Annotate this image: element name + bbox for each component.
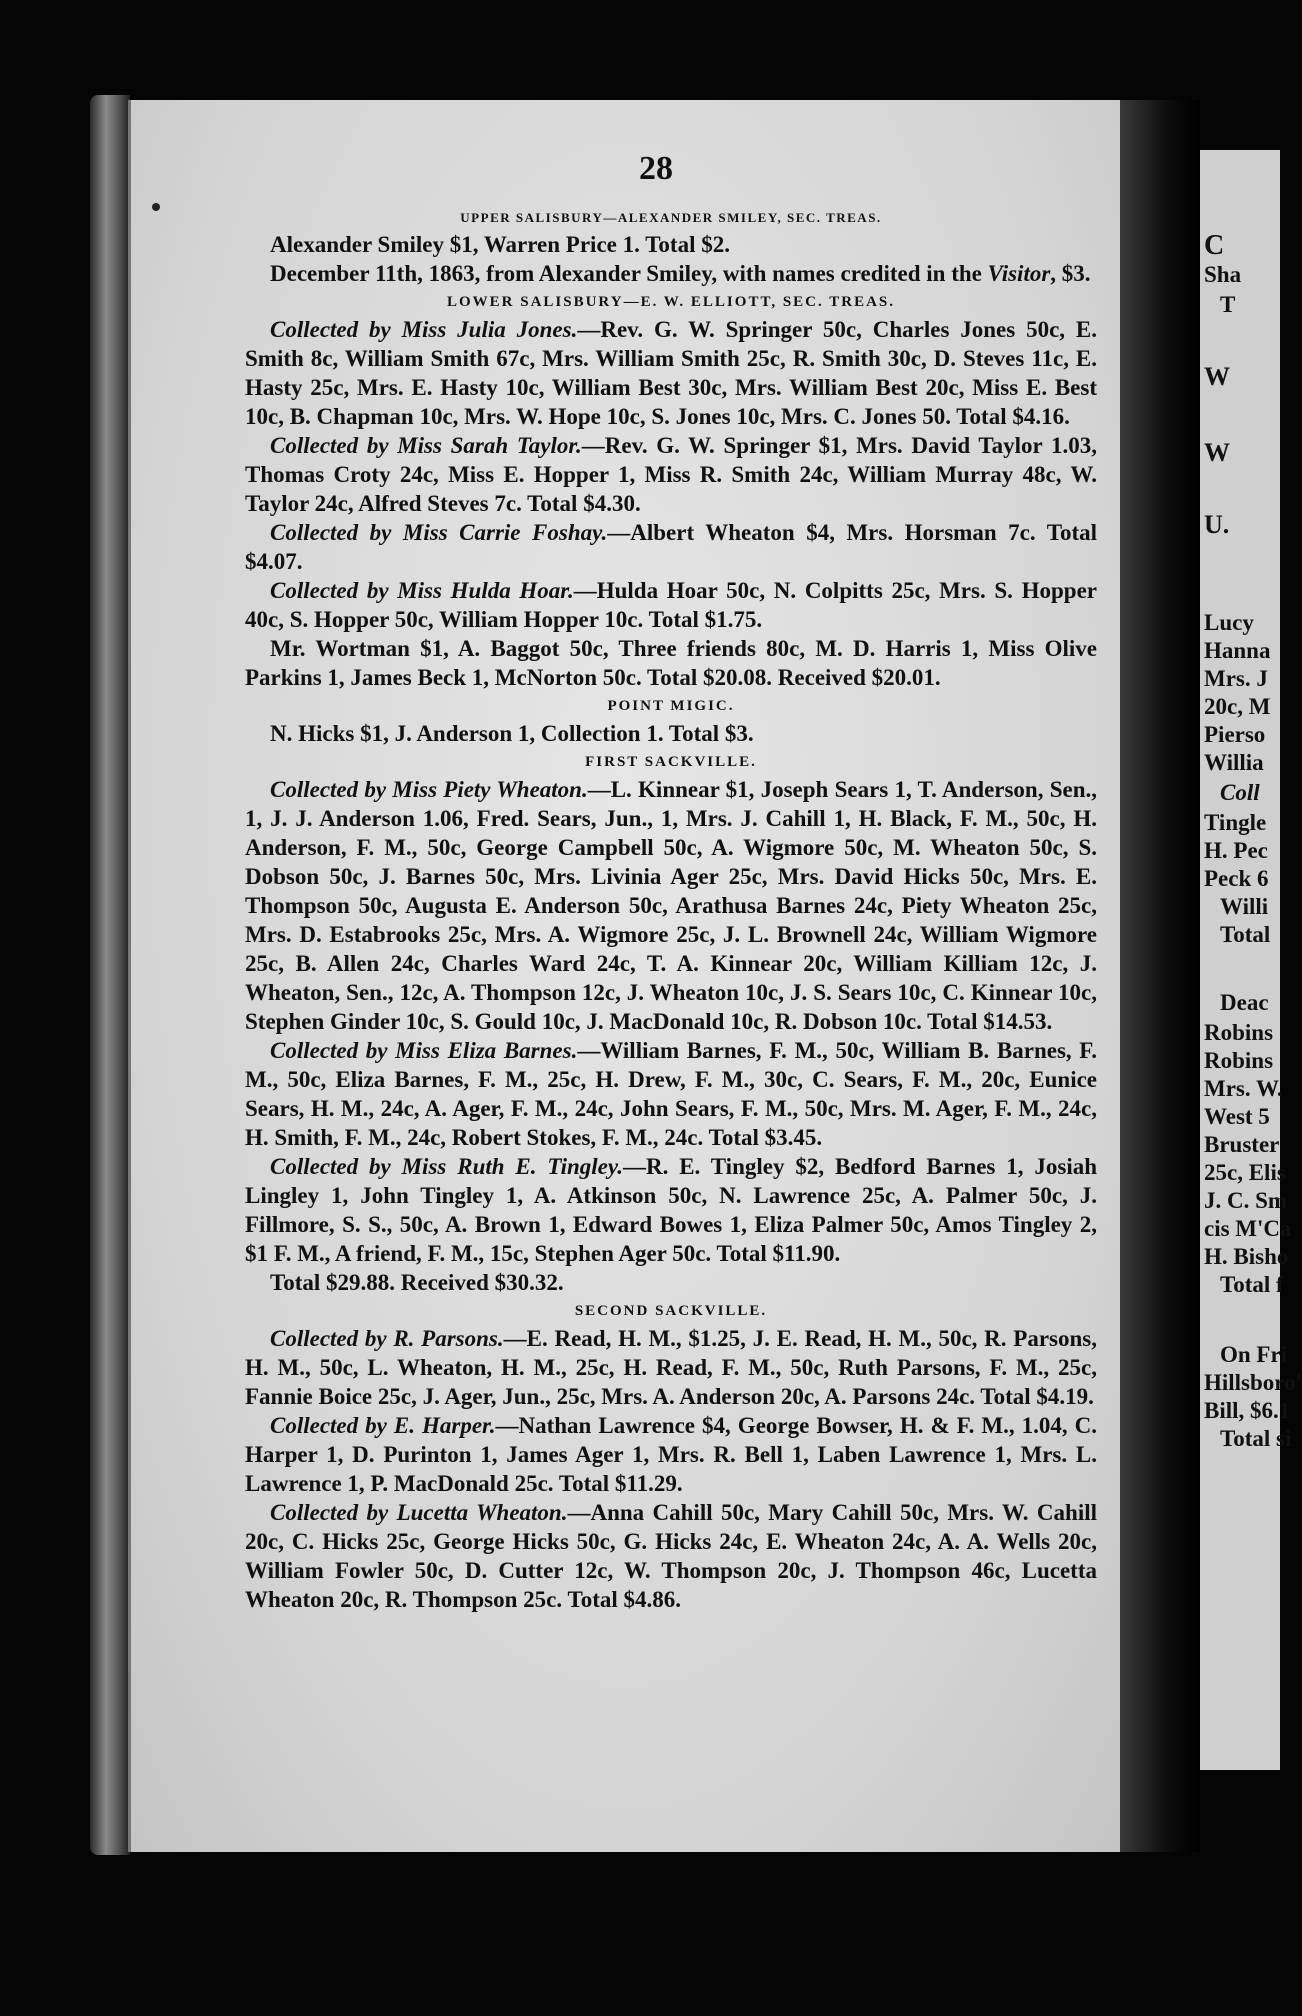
paragraph-text: —William Barnes, F. M., 50c, William B. Barnes, F. M., 50c, Eliza Barnes, F. M., 25c, H. Drew, F. M., 30c, C. Sears, F. M., 20c, Eunice Sears, H. M., 24c, A. Ager, F. M., 24c, John Sears, F. M., 50c, Mrs. M. Ager, F. M., 24c, H. Smith, F. M., 24c, Robert Stokes, F. M., 24c. Total $3.45. [245,1038,1097,1150]
adjacent-page-text: Peck 6 [1204,866,1269,891]
paragraph-text: —R. E. Tingley $2, Bedford Barnes 1, Josiah Lingley 1, John Tingley 1, A. Atkinson 50c, N. Lawrence 25c, A. Palmer 50c, J. Fillmore, S. S., 50c, A. Brown 1, Edward Bowes 1, Eliza Palmer 50c, Amos Tingley 2, $1 F. M., A friend, F. M., 15c, Stephen Ager 50c. Total $11.90. [245,1154,1097,1266]
section-heading: POINT MIGIC. [607,698,735,714]
subscription-paragraph [245,1152,1097,1268]
adjacent-page-text: Willi [1220,894,1269,919]
subscription-paragraph [245,315,1097,431]
subscription-paragraph [245,1498,1097,1614]
page-gutter [1120,100,1200,1852]
adjacent-page-text: West 5 [1204,1104,1270,1129]
paragraph-text: —Hulda Hoar 50c, N. Colpitts 25c, Mrs. S. Hopper 40c, S. Hopper 50c, William Hopper 10c. Total $1.75. [245,578,1098,632]
collector-label: Visitor [987,261,1051,286]
subscription-paragraph [245,230,1097,259]
adjacent-page-text: Total f [1220,1272,1284,1297]
adjacent-page-text: J. C. Sm [1204,1188,1288,1213]
adjacent-page-fragment [1200,150,1302,1770]
adjacent-page-text: Tingle [1204,810,1267,835]
ink-speck [152,203,160,211]
book-binding-edge [90,95,130,1855]
collector-label: Collected by Miss Eliza Barnes. [270,1038,578,1063]
subscription-paragraph [245,1411,1097,1498]
adjacent-page-text: H. Bisho [1204,1244,1289,1269]
paragraph-text: December 11th, 1863, from Alexander Smiley, with names credited in the [270,261,988,286]
paragraph-text: , $3. [1050,261,1091,286]
adjacent-page-text: H. Pec [1204,838,1268,863]
paragraph-text: Mr. Wortman $1, A. Baggot 50c, Three friends 80c, M. D. Harris 1, Miss Olive Parkins 1, James Beck 1, McNorton 50c. Total $20.08. Received $20.01. [245,636,1097,690]
collector-label: Collected by Miss Carrie Foshay. [270,520,608,545]
adjacent-page-text: 25c, Elis [1204,1160,1286,1185]
section-heading: LOWER SALISBURY—E. W. ELLIOTT, SEC. TREAS. [446,294,896,310]
subscription-paragraph [245,518,1097,576]
paragraph-text: —Rev. G. W. Springer $1, Mrs. David Taylor 1.03, Thomas Croty 24c, Miss E. Hopper 1, Miss R. Smith 24c, William Murray 48c, W. Taylor 24c, Alfred Steves 7c. Total $4.30. [245,433,1097,516]
page-text-blocks [245,210,1097,1614]
section-heading: UPPER SALISBURY—ALEXANDER SMILEY, SEC. TREAS. [460,210,882,225]
adjacent-page-text: On Fri [1220,1342,1288,1367]
collector-label: Collected by Miss Hulda Hoar. [270,578,574,603]
subscription-paragraph [245,259,1097,288]
subscription-paragraph [245,1324,1097,1411]
adjacent-page-text: Robins [1204,1048,1274,1073]
collector-label: Collected by Lucetta Wheaton. [270,1500,568,1525]
adjacent-page-text: W [1204,362,1230,391]
adjacent-page-text: Pierso [1204,722,1266,747]
adjacent-page-text: Mrs. J [1204,666,1268,691]
adjacent-page-text: Deac [1220,990,1269,1015]
subscription-paragraph [245,1268,1097,1297]
paragraph-text: —Nathan Lawrence $4, George Bowser, H. & F. M., 1.04, C. Harper 1, D. Purinton 1, James Ager 1, Mrs. R. Bell 1, Laben Lawrence 1, Mrs. L. Lawrence 1, P. MacDonald 25c. Total $11.29. [245,1413,1097,1496]
paragraph-text: —E. Read, H. M., $1.25, J. E. Read, H. M., 50c, R. Parsons, H. M., 50c, L. Wheaton, H. M., 25c, H. Read, F. M., 50c, Ruth Parsons, F. M., 25c, Fannie Boice 25c, J. Ager, Jun., 25c, Mrs. A. Anderson 20c, A. Parsons 24c. Total $4.19. [245,1326,1097,1409]
page-number: 28 [639,150,673,187]
adjacent-page-text: Coll [1220,780,1260,805]
paragraph-text: —Albert Wheaton $4, Mrs. Horsman 7c. Total $4.07. [245,520,1097,574]
adjacent-page-text: 20c, M [1204,694,1271,719]
adjacent-page-text: Bruster [1204,1132,1280,1157]
adjacent-page-text: Total [1220,922,1271,947]
adjacent-page-text: Mrs. W. [1204,1076,1283,1101]
adjacent-page-text: Lucy [1204,610,1254,635]
paragraph-text: Total $29.88. Received $30.32. [270,1270,564,1295]
paragraph-text: N. Hicks $1, J. Anderson 1, Collection 1. Total $3. [270,721,754,746]
adjacent-page-text: Hillsboro' [1204,1370,1302,1395]
subscription-paragraph [245,576,1097,634]
adjacent-page-text: W [1204,438,1230,467]
adjacent-page-text: cis M'Ca [1204,1216,1292,1241]
adjacent-page-text: C [1204,230,1225,261]
paragraph-text: —Rev. G. W. Springer 50c, Charles Jones 50c, E. Smith 8c, William Smith 67c, Mrs. William Smith 25c, R. Smith 30c, D. Steves 11c, E. Hasty 25c, Mrs. E. Hasty 10c, William Best 30c, Mrs. William Best 20c, Miss E. Best 10c, B. Chapman 10c, Mrs. W. Hope 10c, S. Jones 10c, Mrs. C. Jones 50. Total $4.16. [245,317,1097,429]
adjacent-page-text: Hanna [1204,638,1271,663]
section-heading: SECOND SACKVILLE. [574,1303,768,1319]
collector-label: Collected by R. Parsons. [270,1326,504,1351]
subscription-paragraph [245,1036,1097,1152]
adjacent-page-text: T [1220,292,1236,317]
subscription-paragraph [245,634,1097,692]
subscription-paragraph [245,775,1097,1036]
collector-label: Collected by Miss Ruth E. Tingley. [270,1154,623,1179]
section-heading: FIRST SACKVILLE. [585,754,757,770]
collector-label: Collected by Miss Julia Jones. [270,317,578,342]
adjacent-page-text: Sha [1204,262,1242,287]
paragraph-text: —Anna Cahill 50c, Mary Cahill 50c, Mrs. W. Cahill 20c, C. Hicks 25c, George Hicks 50c, G. Hicks 24c, E. Wheaton 24c, A. A. Wells 20c, William Fowler 50c, D. Cutter 12c, W. Thompson 20c, J. Thompson 46c, Lucetta Wheaton 20c, R. Thompson 25c. Total $4.86. [245,1500,1097,1612]
adjacent-page-text: U. [1204,510,1230,539]
collector-label: Collected by E. Harper. [270,1413,496,1438]
paragraph-text: Alexander Smiley $1, Warren Price 1. Total $2. [270,232,730,257]
adjacent-page-text: Total si [1220,1426,1292,1451]
collector-label: Collected by Miss Piety Wheaton. [270,777,588,802]
subscription-paragraph [245,431,1097,518]
adjacent-page-text: Bill, $6.1 [1204,1398,1291,1423]
adjacent-page-text: Willia [1204,750,1264,775]
paragraph-text: —L. Kinnear $1, Joseph Sears 1, T. Anderson, Sen., 1, J. J. Anderson 1.06, Fred. Sears, Jun., 1, Mrs. J. Cahill 1, H. Black, F. M., 50c, H. Anderson, F. M., 50c, George Campbell 50c, A. Wigmore 50c, M. Wheaton 50c, S. Dobson 50c, J. Barnes 50c, Mrs. Livinia Ager 25c, Mrs. David Hicks 50c, Mrs. E. Thompson 50c, Augusta E. Anderson 50c, Arathusa Barnes 24c, Piety Wheaton 25c, Mrs. D. Estabrooks 25c, Mrs. A. Wigmore 25c, J. L. Brownell 24c, William Wigmore 25c, B. Allen 24c, Charles Ward 24c, T. A. Kinnear 20c, William Killiam 12c, J. Wheaton, Sen., 12c, A. Thompson 12c, J. Wheaton 10c, J. S. Sears 10c, C. Kinnear 10c, Stephen Ginder 10c, S. Gould 10c, J. MacDonald 10c, R. Dobson 10c. Total $14.53. [245,777,1097,1034]
subscription-paragraph [245,719,1097,748]
collector-label: Collected by Miss Sarah Taylor. [270,433,582,458]
page-content [245,150,1097,1614]
adjacent-page-text: Robins [1204,1020,1274,1045]
